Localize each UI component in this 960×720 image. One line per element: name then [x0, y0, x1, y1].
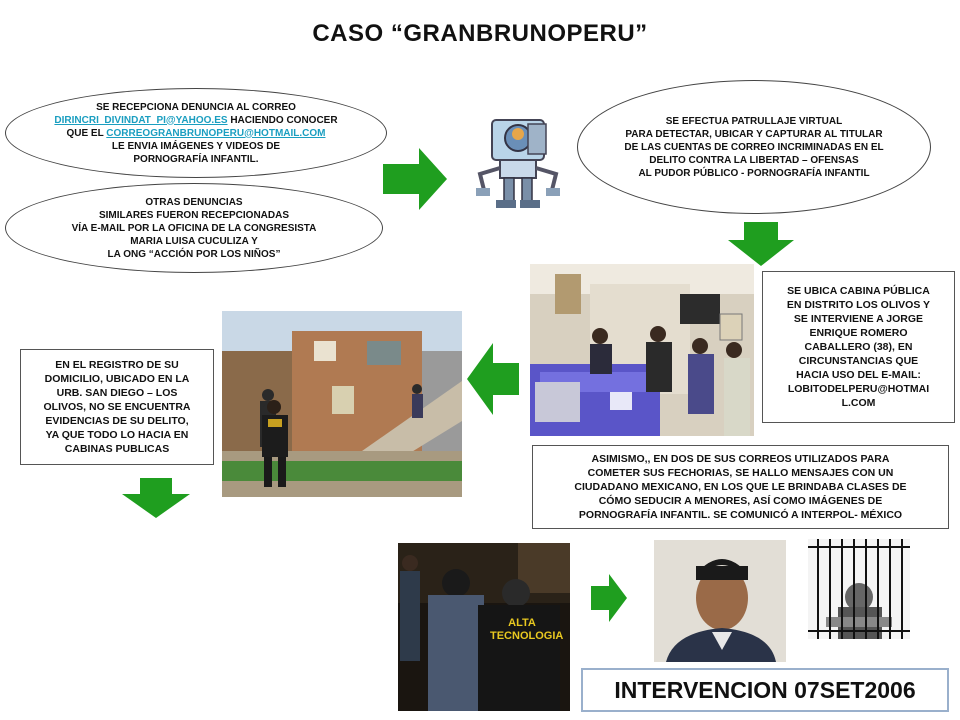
vest-label: ALTA [508, 617, 536, 629]
asimismo-text-box [532, 445, 949, 529]
cabina-line: EN DISTRITO LOS OLIVOS Y [786, 299, 931, 311]
patrullaje-ellipse [577, 80, 931, 214]
robot-computer-icon [470, 112, 566, 214]
intervencion-label: INTERVENCION 07SET2006 [581, 668, 949, 712]
otras-line: OTRAS DENUNCIAS [145, 196, 243, 208]
otras-line: LA ONG “ACCIÓN POR LOS NIÑOS” [107, 248, 281, 260]
detenido-portrait-photo [654, 540, 786, 662]
asimismo-line: COMETER SUS FECHORIAS, SE HALLO MENSAJES CON UN [587, 467, 894, 479]
patrullaje-line: PARA DETECTAR, UBICAR Y CAPTURAR AL TITULAR [625, 128, 883, 140]
asimismo-line: CIUDADANO MEXICANO, EN LOS QUE LE BRINDABA CLASES DE [574, 481, 907, 493]
cabina-line: SE UBICA CABINA PÚBLICA [787, 285, 930, 297]
domicilio-photo [222, 311, 462, 497]
alta-tecnologia-photo [398, 543, 570, 711]
patrullaje-line: SE EFECTUA PATRULLAJE VIRTUAL [665, 115, 843, 127]
arrow-down-icon [122, 478, 190, 518]
asimismo-line: PORNOGRAFÍA INFANTIL. SE COMUNICÓ A INTERPOL- MÉXICO [578, 509, 903, 521]
cabina-line: CABALLERO (38), EN [804, 341, 913, 353]
patrullaje-line: DE LAS CUENTAS DE CORREO INCRIMINADAS EN EL [624, 141, 884, 153]
denuncia-line-2: HACIENDO CONOCER [227, 114, 338, 126]
asimismo-line: CÓMO SEDUCIR A MENORES, ASÍ COMO IMÁGENES DE [598, 495, 883, 507]
patrullaje-line: AL PUDOR PÚBLICO - PORNOGRAFÍA INFANTIL [638, 167, 870, 179]
vest-label: TECNOLOGIA [490, 630, 564, 642]
domicilio-line: CABINAS PUBLICAS [64, 443, 170, 455]
domicilio-line: YA QUE TODO LO HACIA EN [45, 429, 189, 441]
cabina-line: L.COM [841, 397, 876, 409]
domicilio-line: EN EL REGISTRO DE SU [55, 359, 179, 371]
otras-line: SIMILARES FUERON RECEPCIONADAS [98, 209, 289, 221]
cabina-photo [530, 264, 754, 436]
domicilio-line: URB. SAN DIEGO – LOS [56, 387, 178, 399]
arrow-right-icon [591, 574, 627, 622]
carcel-photo [808, 539, 910, 639]
cabina-line: HACIA USO DEL E-MAIL: [796, 369, 921, 381]
otras-line: MARIA LUISA CUCULIZA Y [130, 235, 258, 247]
denuncia-line-5: PORNOGRAFÍA INFANTIL. [133, 153, 259, 165]
otras-denuncias-ellipse [5, 183, 383, 273]
cabina-line: CIRCUNSTANCIAS QUE [798, 355, 919, 367]
domicilio-line: EVIDENCIAS DE SU DELITO, [45, 415, 189, 427]
arrow-down-icon [728, 222, 794, 266]
otras-line: VÍA E-MAIL POR LA OFICINA DE LA CONGRESISTA [71, 222, 317, 234]
domicilio-text-box [20, 349, 214, 465]
domicilio-line: DOMICILIO, UBICADO EN LA [44, 373, 190, 385]
page-title: CASO “GRANBRUNOPERU” [312, 20, 648, 47]
cabina-line: SE INTERVIENE A JORGE [793, 313, 924, 325]
email-link-granbruno[interactable]: CORREOGRANBRUNOPERU@HOTMAIL.COM [106, 127, 326, 139]
patrullaje-line: DELITO CONTRA LA LIBERTAD – OFENSAS [649, 154, 859, 166]
cabina-line: ENRIQUE ROMERO [809, 327, 908, 339]
email-link-dirincri[interactable]: DIRINCRI_DIVINDAT_PI@YAHOO.ES [54, 114, 228, 126]
denuncia-line-1: SE RECEPCIONA DENUNCIA AL CORREO [96, 101, 296, 113]
denuncia-line-3: QUE EL [66, 127, 107, 139]
cabina-line: LOBITODELPERU@HOTMAI [787, 383, 930, 395]
denuncia-line-4: LE ENVIA IMÁGENES Y VIDEOS DE [111, 140, 281, 152]
arrow-right-icon [383, 148, 447, 210]
cabina-text-box [762, 271, 955, 423]
denuncia-ellipse [5, 88, 387, 178]
asimismo-line: ASIMISMO,, EN DOS DE SUS CORREOS UTILIZADOS PARA [591, 453, 890, 465]
domicilio-line: OLIVOS, NO SE ENCUENTRA [43, 401, 191, 413]
arrow-left-icon [467, 343, 519, 415]
